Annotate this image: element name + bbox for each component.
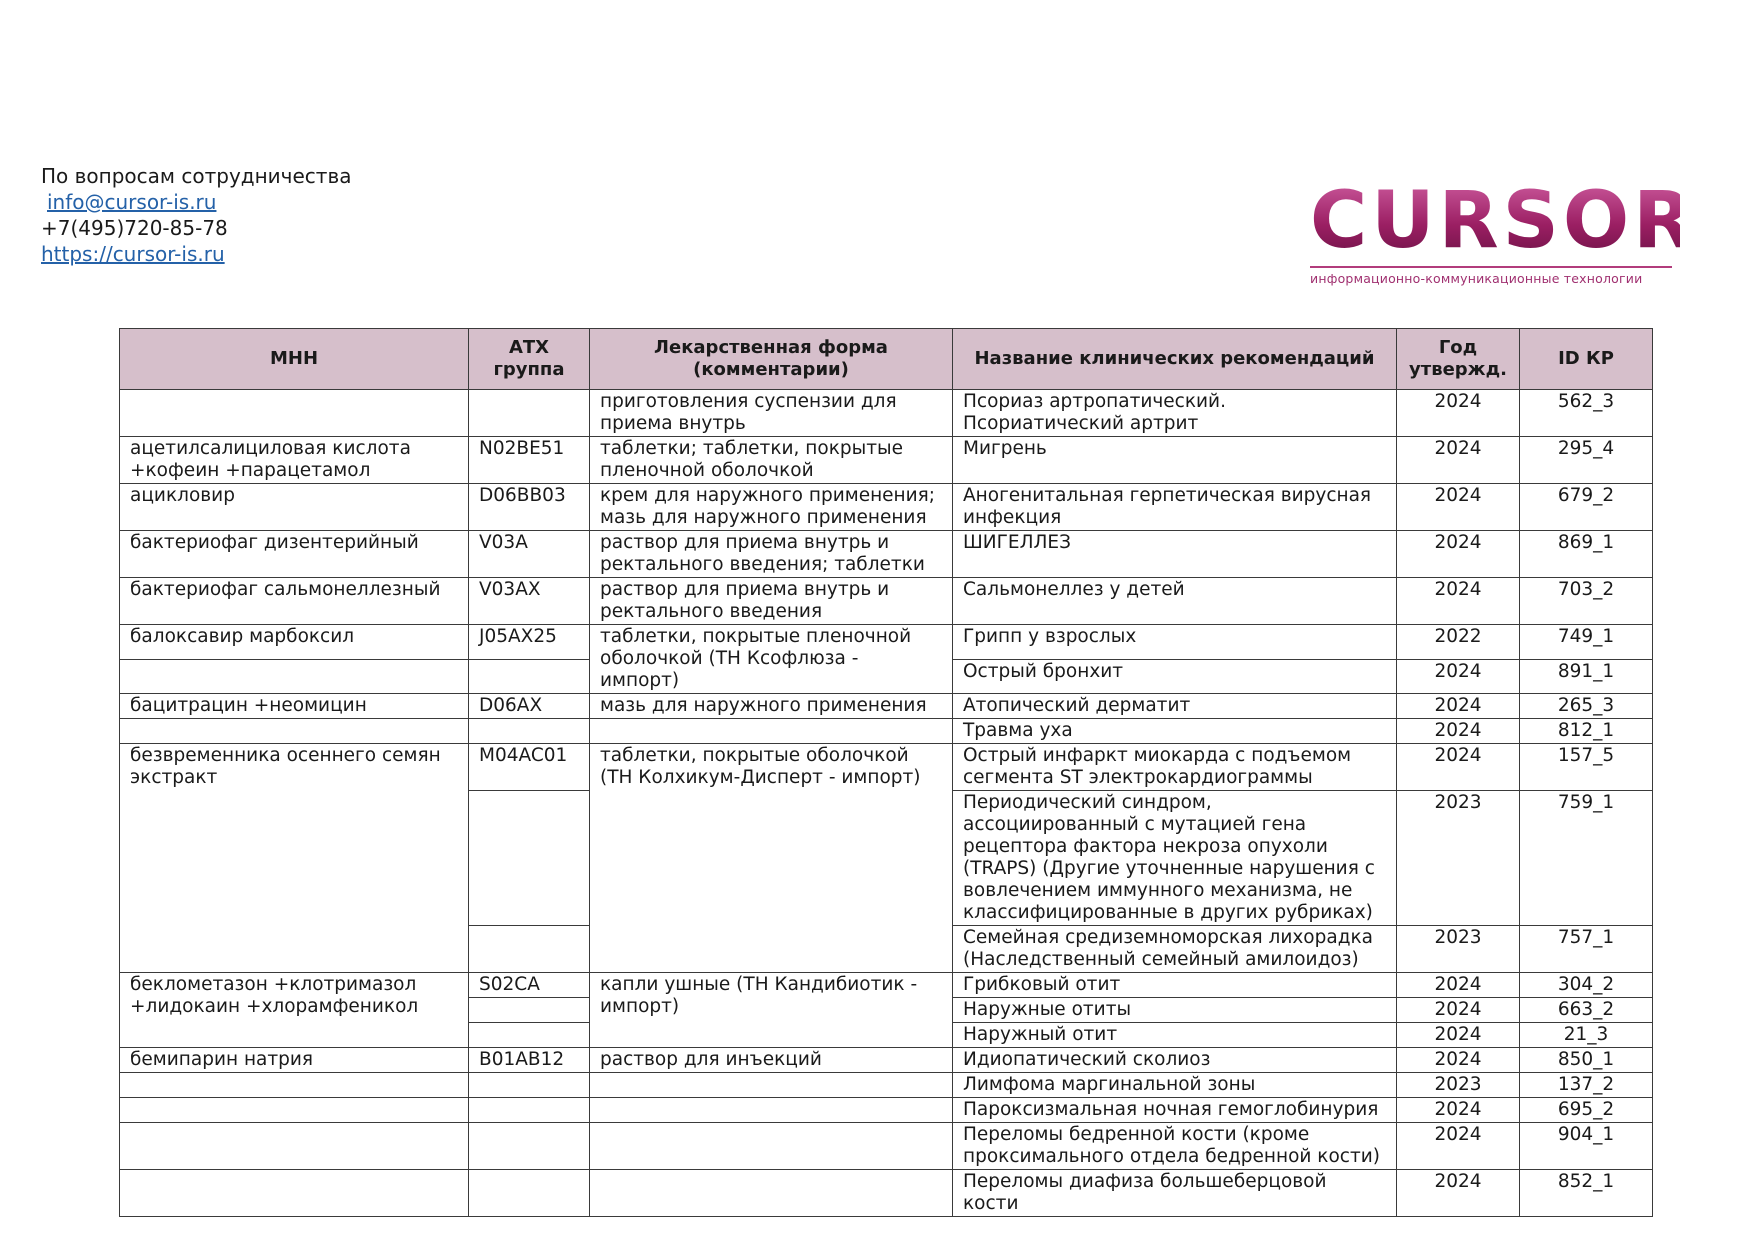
header-year: Год утвержд.: [1397, 329, 1520, 390]
cell-atx: N02BE51: [469, 437, 590, 484]
cell-id: 21_3: [1520, 1023, 1653, 1048]
cell-name: Наружный отит: [953, 1023, 1397, 1048]
cell-atx: [469, 719, 590, 744]
table-row: [120, 694, 1653, 719]
cell-id: 679_2: [1520, 484, 1653, 531]
cell-year: 2024: [1397, 437, 1520, 484]
cell-id: 663_2: [1520, 998, 1653, 1023]
cell-name: ШИГЕЛЛЕЗ: [953, 531, 1397, 578]
cell-atx: [469, 1170, 590, 1217]
cell-atx: D06AX: [469, 694, 590, 719]
cell-year: 2024: [1397, 1123, 1520, 1170]
cell-year: 2024: [1397, 1170, 1520, 1217]
cell-year: 2023: [1397, 1073, 1520, 1098]
cell-id: 137_2: [1520, 1073, 1653, 1098]
cell-id: 891_1: [1520, 659, 1653, 694]
cell-atx: [469, 926, 590, 973]
cell-id: 703_2: [1520, 578, 1653, 625]
cell-id: 812_1: [1520, 719, 1653, 744]
cell-mnn: [120, 1073, 469, 1098]
cell-name: Лимфома маргинальной зоны: [953, 1073, 1397, 1098]
logo-divider: [1310, 266, 1672, 268]
cell-year: 2024: [1397, 1048, 1520, 1073]
table-row: [120, 719, 1653, 744]
cell-year: 2024: [1397, 998, 1520, 1023]
cell-form: раствор для инъекций: [590, 1048, 953, 1073]
cell-atx: [469, 659, 590, 694]
cell-atx: M04AC01: [469, 744, 590, 791]
cell-form: [590, 1073, 953, 1098]
email-link[interactable]: info@cursor-is.ru: [47, 190, 217, 214]
cell-mnn: [120, 390, 469, 437]
cell-form: приготовления суспензии для приема внутрь: [590, 390, 953, 437]
cell-id: 157_5: [1520, 744, 1653, 791]
header-form: Лекарственная форма (комментарии): [590, 329, 953, 390]
cell-name: Переломы диафиза большеберцовой кости: [953, 1170, 1397, 1217]
cell-mnn: [120, 1170, 469, 1217]
cell-name: Грибковый отит: [953, 973, 1397, 998]
table-row: [120, 1048, 1653, 1073]
cell-mnn: бацитрацин +неомицин: [120, 694, 469, 719]
header-id: ID КР: [1520, 329, 1653, 390]
cell-year: 2024: [1397, 694, 1520, 719]
cell-name: Наружные отиты: [953, 998, 1397, 1023]
cell-mnn: [120, 659, 469, 694]
header-mnn: МНН: [120, 329, 469, 390]
cell-name: Травма уха: [953, 719, 1397, 744]
cell-year: 2024: [1397, 659, 1520, 694]
table-row: [120, 1073, 1653, 1098]
cell-atx: V03A: [469, 531, 590, 578]
cell-form: таблетки, покрытые пленочной оболочкой (ТН Ксофлюза - импорт): [590, 625, 953, 694]
cell-atx: [469, 1023, 590, 1048]
cell-id: 295_4: [1520, 437, 1653, 484]
cell-name: Мигрень: [953, 437, 1397, 484]
cell-mnn: бактериофаг сальмонеллезный: [120, 578, 469, 625]
table-row: [120, 744, 1653, 791]
cell-form: раствор для приема внутрь и ректального введения: [590, 578, 953, 625]
cell-atx: [469, 791, 590, 926]
cell-atx: B01AB12: [469, 1048, 590, 1073]
table-row: [120, 484, 1653, 531]
cell-name: Сальмонеллез у детей: [953, 578, 1397, 625]
cell-atx: D06BB03: [469, 484, 590, 531]
cell-year: 2023: [1397, 926, 1520, 973]
clinical-recommendations-table: [119, 328, 1653, 1217]
table-row: [120, 625, 1653, 660]
cell-mnn: [120, 1098, 469, 1123]
cell-form: [590, 1098, 953, 1123]
cell-id: 749_1: [1520, 625, 1653, 660]
cell-year: 2024: [1397, 484, 1520, 531]
cell-atx: J05AX25: [469, 625, 590, 660]
cell-id: 852_1: [1520, 1170, 1653, 1217]
cell-name: Острый инфаркт миокарда с подъемом сегмента ST электрокардиограммы: [953, 744, 1397, 791]
cell-mnn: беклометазон +клотримазол +лидокаин +хлорамфеникол: [120, 973, 469, 1048]
cell-name: Периодический синдром, ассоциированный с мутацией гена рецептора фактора некроза опухоли (TRAPS) (Другие уточненные нарушения с вовлечением иммунного механизма, не классифицированные в других рубриках): [953, 791, 1397, 926]
header-name: Название клинических рекомендаций: [953, 329, 1397, 390]
cell-year: 2024: [1397, 744, 1520, 791]
contact-heading: По вопросам сотрудничества: [41, 164, 352, 188]
cell-year: 2024: [1397, 390, 1520, 437]
table-row: [120, 1123, 1653, 1170]
cell-name: Аногенитальная герпетическая вирусная инфекция: [953, 484, 1397, 531]
cell-year: 2024: [1397, 578, 1520, 625]
phone-number: +7(495)720-85-78: [41, 216, 228, 240]
cell-id: 304_2: [1520, 973, 1653, 998]
cell-mnn: бактериофаг дизентерийный: [120, 531, 469, 578]
cell-name: Острый бронхит: [953, 659, 1397, 694]
cell-atx: [469, 1123, 590, 1170]
table-row: [120, 1098, 1653, 1123]
table-row: [120, 1170, 1653, 1217]
cell-atx: V03AX: [469, 578, 590, 625]
table-header-row: [120, 329, 1653, 390]
table-row: [120, 437, 1653, 484]
cell-name: Переломы бедренной кости (кроме проксимального отдела бедренной кости): [953, 1123, 1397, 1170]
website-link[interactable]: https://cursor-is.ru: [41, 242, 225, 266]
cell-mnn: [120, 1123, 469, 1170]
cell-year: 2024: [1397, 719, 1520, 744]
cell-atx: [469, 998, 590, 1023]
cell-name: Грипп у взрослых: [953, 625, 1397, 660]
cell-form: [590, 1123, 953, 1170]
cell-atx: [469, 1098, 590, 1123]
table-row: [120, 578, 1653, 625]
cell-form: капли ушные (ТН Кандибиотик - импорт): [590, 973, 953, 1048]
cell-year: 2023: [1397, 791, 1520, 926]
cell-name: Идиопатический сколиоз: [953, 1048, 1397, 1073]
cell-id: 562_3: [1520, 390, 1653, 437]
contact-block: [41, 163, 352, 267]
cell-year: 2024: [1397, 973, 1520, 998]
cell-id: 695_2: [1520, 1098, 1653, 1123]
logo-tagline: информационно-коммуникационные технологии: [1310, 271, 1643, 286]
cell-mnn: балоксавир марбоксил: [120, 625, 469, 660]
cell-form: [590, 1170, 953, 1217]
cell-atx: [469, 1073, 590, 1098]
cell-atx: [469, 390, 590, 437]
header-atx: АТХ группа: [469, 329, 590, 390]
cell-mnn: [120, 719, 469, 744]
cell-mnn: бемипарин натрия: [120, 1048, 469, 1073]
cell-mnn: ацикловир: [120, 484, 469, 531]
cell-name: Псориаз артропатический. Псориатический артрит: [953, 390, 1397, 437]
cell-form: таблетки; таблетки, покрытые пленочной оболочкой: [590, 437, 953, 484]
logo-wordmark: CURSOR: [1310, 176, 1698, 266]
cell-id: 757_1: [1520, 926, 1653, 973]
table-row: [120, 531, 1653, 578]
cell-form: мазь для наружного применения: [590, 694, 953, 719]
table-row: [120, 973, 1653, 998]
cell-name: Семейная средиземноморская лихорадка (Наследственный семейный амилоидоз): [953, 926, 1397, 973]
cell-id: 850_1: [1520, 1048, 1653, 1073]
cell-year: 2024: [1397, 531, 1520, 578]
cell-form: раствор для приема внутрь и ректального введения; таблетки: [590, 531, 953, 578]
cell-id: 265_3: [1520, 694, 1653, 719]
table-row: [120, 390, 1653, 437]
cell-year: 2024: [1397, 1023, 1520, 1048]
cell-atx: S02CA: [469, 973, 590, 998]
cell-id: 869_1: [1520, 531, 1653, 578]
cell-id: 904_1: [1520, 1123, 1653, 1170]
cell-year: 2022: [1397, 625, 1520, 660]
cell-mnn: безвременника осеннего семян экстракт: [120, 744, 469, 973]
cell-form: [590, 719, 953, 744]
cell-id: 759_1: [1520, 791, 1653, 926]
cell-form: таблетки, покрытые оболочкой (ТН Колхикум-Дисперт - импорт): [590, 744, 953, 973]
cell-name: Пароксизмальная ночная гемоглобинурия: [953, 1098, 1397, 1123]
cursor-logo: [1310, 176, 1698, 286]
cell-mnn: ацетилсалициловая кислота +кофеин +парацетамол: [120, 437, 469, 484]
cell-form: крем для наружного применения; мазь для наружного применения: [590, 484, 953, 531]
cell-name: Атопический дерматит: [953, 694, 1397, 719]
cell-year: 2024: [1397, 1098, 1520, 1123]
